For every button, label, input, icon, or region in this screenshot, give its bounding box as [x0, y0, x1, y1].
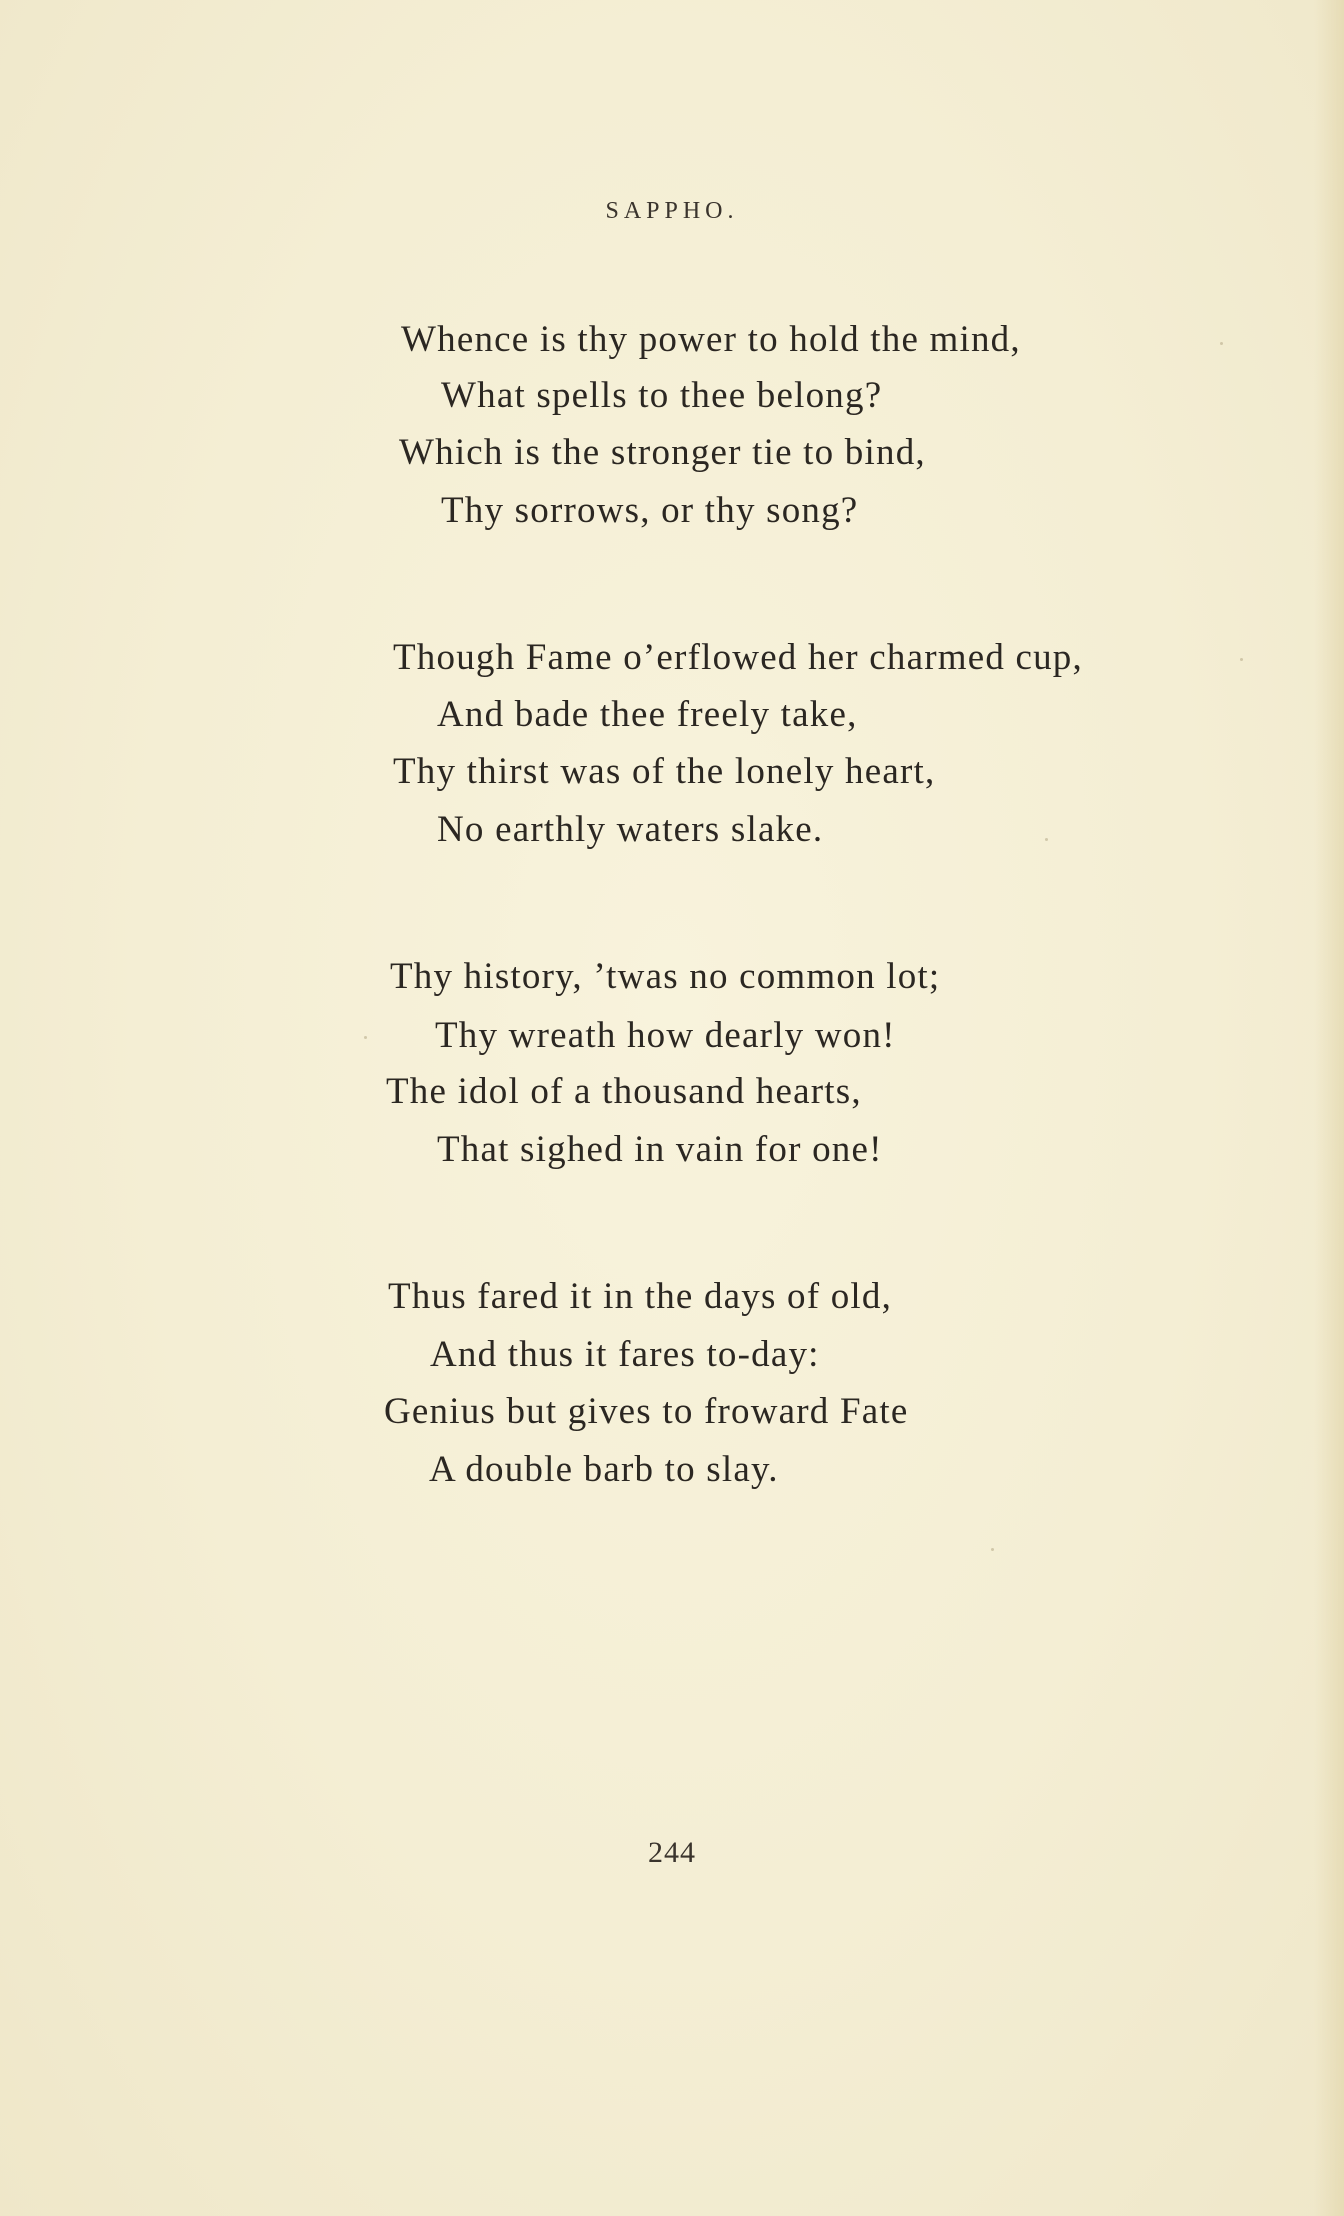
poem-line: A double barb to slay.: [429, 1449, 779, 1490]
paper-speck: [364, 1036, 367, 1039]
poem-line: Thy sorrows, or thy song?: [441, 490, 859, 531]
poem-line: Though Fame o’erflowed her charmed cup,: [393, 637, 1083, 678]
poem-line: Whence is thy power to hold the mind,: [401, 319, 1021, 360]
poem-line: And bade thee freely take,: [437, 694, 858, 735]
poem-line: Thy thirst was of the lonely heart,: [393, 751, 936, 792]
poem-line: Thy history, ’twas no common lot;: [390, 956, 941, 997]
paper-speck: [1220, 342, 1223, 345]
paper-speck: [991, 1548, 994, 1551]
running-title: SAPPHO.: [605, 198, 739, 224]
paper-speck: [1240, 658, 1243, 661]
poem-line: What spells to thee belong?: [441, 375, 883, 416]
poem-line: No earthly waters slake.: [437, 809, 824, 850]
poem-line: Thy wreath how dearly won!: [435, 1015, 896, 1056]
poem-line: That sighed in vain for one!: [437, 1129, 883, 1170]
page-edge-shadow: [1314, 0, 1344, 2216]
poem-line: Genius but gives to froward Fate: [384, 1391, 909, 1432]
poem-line: Thus fared it in the days of old,: [388, 1276, 893, 1317]
page-number: 244: [648, 1836, 696, 1869]
poem-line: And thus it fares to-day:: [430, 1334, 820, 1375]
poem-line: Which is the stronger tie to bind,: [399, 432, 926, 473]
poem-line: The idol of a thousand hearts,: [386, 1071, 862, 1112]
paper-speck: [1045, 838, 1048, 841]
